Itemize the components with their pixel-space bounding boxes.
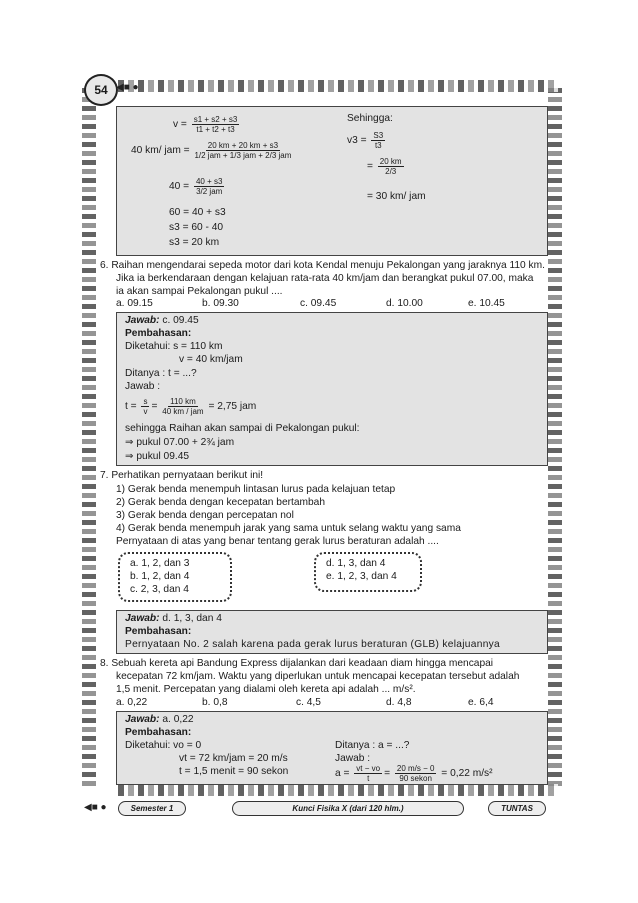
top-decorative-border	[118, 80, 558, 92]
q8-option-b: b. 0,8	[202, 697, 228, 708]
q6-option-a: a. 09.15	[116, 298, 153, 309]
arrow-left-icon: ◀■ ●	[84, 802, 107, 813]
footer	[84, 800, 554, 816]
eq-40b: 40 = $\frac{40 + s3}{\text{3/2 jam}}$	[169, 177, 223, 196]
fraction: $\frac{20 km}{2/3}$	[379, 157, 402, 176]
q7-option-d: d. 1, 3, dan 4	[326, 558, 386, 569]
q6-option-b: b. 09.30	[202, 298, 239, 309]
fraction: $\frac{40 + s3}{\text{3/2 jam}}$	[195, 177, 223, 196]
fraction: $\frac{20 km + 20 km + s3}{\text{1/2 jam + 1/3 jam + 2/3 jam}}$	[194, 141, 292, 160]
page-number-badge	[84, 74, 118, 106]
brand-pill: TUNTAS	[488, 801, 546, 816]
book-title-pill: Kunci Fisika X (dari 120 hlm.)	[232, 801, 464, 816]
eq-40: 40 km/ jam = $\frac{20 km + 20 km + s3}{\text{1/2 jam + 1/3 jam + 2/3 jam}}$	[131, 141, 292, 160]
q7-option-c: c. 2, 3, dan 4	[130, 584, 189, 595]
eq-60: 60 = 40 + s3	[169, 207, 226, 218]
jawab-label: Jawab :	[125, 381, 161, 392]
arrow-left-icon: ◀■ ●	[116, 82, 139, 93]
page-number: 54	[94, 83, 108, 97]
q6-text: Jika ia berkendaraan dengan kelajuan rata-rata 40 km/jam dan berangkat pukul 07.00, maka	[116, 273, 534, 284]
a-equation: a = $\frac{vt - vo}{t}$ = $\frac{20 m/s - 0}{\text{90 sekon}}$ = 0,22 m/s²	[335, 764, 493, 783]
q7-item: 3) Gerak benda dengan percepatan nol	[116, 510, 294, 521]
fraction: $\frac{vt - vo}{t}$	[356, 764, 381, 783]
answer-label: Jawab:	[125, 613, 160, 624]
semester-pill: Semester 1	[118, 801, 186, 816]
answer-value: a. 0,22	[162, 714, 194, 725]
q7-item: 2) Gerak benda dengan kecepatan bertambah	[116, 497, 325, 508]
pembahasan-label: Pembahasan:	[125, 626, 192, 637]
q8-option-e: e. 6,4	[468, 697, 494, 708]
eq-v3-result: = 30 km/ jam	[367, 191, 426, 202]
q6-option-c: c. 09.45	[300, 298, 337, 309]
t-equation: t = $\frac{s}{v}$ = $\frac{110 km}{\text{40 km / jam}}$ = 2,75 jam	[125, 397, 257, 416]
answer-label: Jawab:	[125, 714, 160, 725]
known-t: t = 1,5 menit = 90 sekon	[179, 766, 289, 777]
eq-v3: v3 = $\frac{S3}{t3}$	[347, 131, 384, 150]
q7-item: 1) Gerak benda menempuh lintasan lurus pada kelajuan tetap	[116, 484, 396, 495]
q8-option-a: a. 0,22	[116, 697, 148, 708]
left-decorative-border	[82, 88, 96, 788]
known-vt: vt = 72 km/jam = 20 m/s	[179, 753, 288, 764]
q6-text: ia akan sampai Pekalongan pukul ....	[116, 286, 283, 297]
q7-option-e: e. 1, 2, 3, dan 4	[326, 571, 397, 582]
answer-label: Jawab:	[125, 315, 160, 326]
known-v: v = 40 km/jam	[179, 354, 243, 365]
fraction: $\frac{20 m/s - 0}{\text{90 sekon}}$	[396, 764, 435, 783]
conclusion-text: sehingga Raihan akan sampai di Pekalongan pukul:	[125, 423, 360, 434]
q7-text: 7. Perhatikan pernyataan berikut ini!	[100, 470, 264, 481]
q6-option-d: d. 10.00	[386, 298, 423, 309]
asked: Ditanya : a = ...?	[335, 740, 410, 751]
q7-question: Pernyataan di atas yang benar tentang gerak lurus beraturan adalah ....	[116, 536, 439, 547]
q8-text: 1,5 menit. Percepatan yang dialami oleh kereta api adalah ... m/s².	[116, 684, 416, 695]
fraction: $\frac{s1 + s2 + s3}{t1 + t2 + t3}$	[193, 115, 238, 134]
bottom-decorative-border	[118, 784, 558, 796]
solution-box-top	[116, 106, 548, 256]
answer-value: c. 09.45	[162, 315, 199, 326]
eq-s3a: s3 = 60 - 40	[169, 222, 224, 233]
q7-item: 4) Gerak benda menempuh jarak yang sama untuk selang waktu yang sama	[116, 523, 461, 534]
q8-text: kecepatan 72 km/jam. Waktu yang diperlukan untuk mencapai kecepatan tersebut adalah	[116, 671, 520, 682]
q7-option-a: a. 1, 2, dan 3	[130, 558, 190, 569]
conclusion-result: ⇒ pukul 09.45	[125, 451, 190, 462]
q7-options-right	[314, 552, 422, 592]
pembahasan-label: Pembahasan:	[125, 727, 192, 738]
eq-s3b: s3 = 20 km	[169, 237, 220, 248]
conclusion-step: ⇒ pukul 07.00 + 2¾ jam	[125, 437, 235, 448]
q7-answer-box	[116, 610, 548, 654]
q8-answer-box	[116, 711, 548, 785]
fraction: $\frac{s}{v}$	[143, 397, 148, 416]
pembahasan-label: Pembahasan:	[125, 328, 192, 339]
q6-answer-box	[116, 312, 548, 466]
q7-options-left	[118, 552, 232, 602]
jawab-label: Jawab :	[335, 753, 371, 764]
known-s: Diketahui: s = 110 km	[125, 341, 223, 352]
q7-option-b: b. 1, 2, dan 4	[130, 571, 190, 582]
q8-option-d: d. 4,8	[386, 697, 412, 708]
q7-explanation: Pernyataan No. 2 salah karena pada gerak lurus beraturan (GLB) kelajuannya	[125, 639, 501, 650]
fraction: $\frac{S3}{t3}$	[373, 131, 384, 150]
q6-text: 6. Raihan mengendarai sepeda motor dari kota Kendal menuju Pekalongan yang jaraknya 110 km.	[100, 260, 545, 271]
asked: Ditanya : t = ...?	[125, 368, 197, 379]
eq-v: v = $\frac{s1 + s2 + s3}{t1 + t2 + t3}$	[173, 115, 238, 134]
fraction: $\frac{110 km}{\text{40 km / jam}}$	[162, 397, 204, 416]
answer-value: d. 1, 3, dan 4	[162, 613, 222, 624]
right-decorative-border	[548, 88, 562, 788]
q6-option-e: e. 10.45	[468, 298, 505, 309]
known-v0: Diketahui: vo = 0	[125, 740, 202, 751]
q8-text: 8. Sebuah kereta api Bandung Express dijalankan dari keadaan diam hingga mencapai	[100, 658, 494, 669]
q8-option-c: c. 4,5	[296, 697, 321, 708]
sehingga-label: Sehingga:	[347, 113, 393, 124]
eq-v3b: = $\frac{20 km}{2/3}$	[367, 157, 402, 176]
